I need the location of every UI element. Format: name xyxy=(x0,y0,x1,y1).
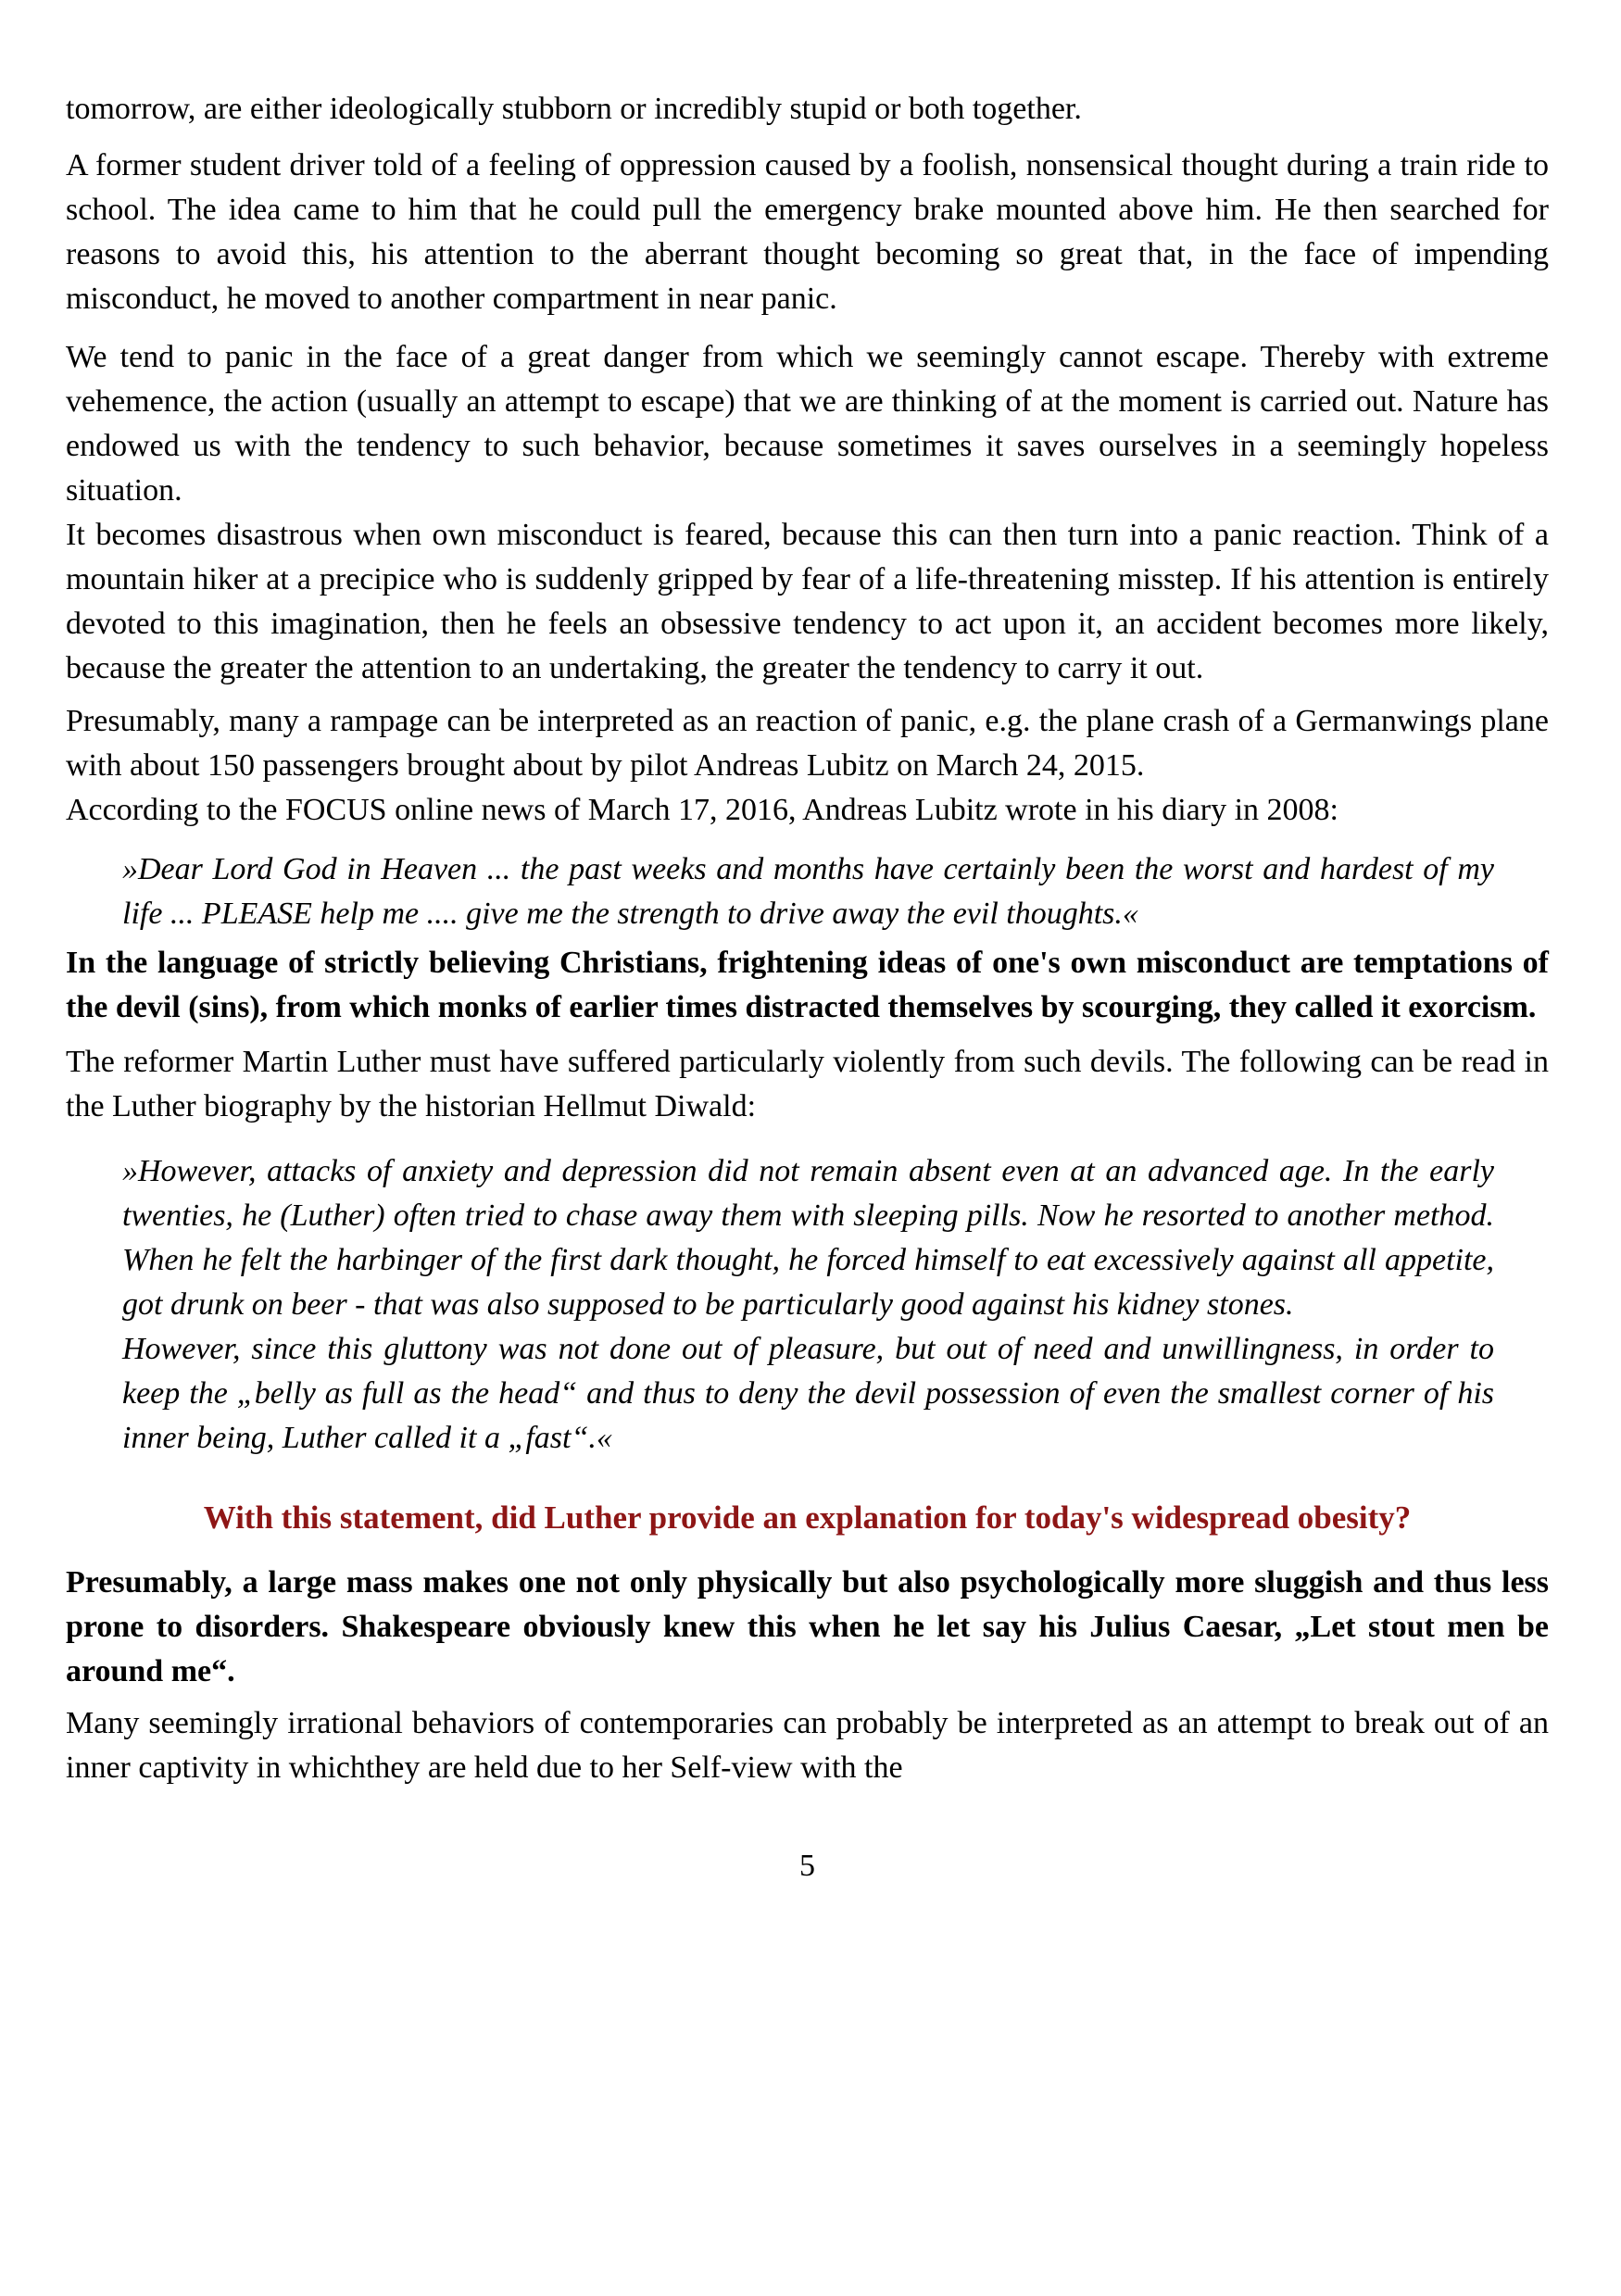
luther-biography-quote-block xyxy=(122,1149,1494,1461)
paragraph-christians-bold: In the language of strictly believing Christians, frightening ideas of one's own misconduct are temptations of the devil (sins), from which monks of earlier times distracted themselves by scourging, they called it exorcism. xyxy=(66,946,1549,1024)
paragraph-focus-news: According to the FOCUS online news of March 17, 2016, Andreas Lubitz wrote in his diary in 2008: xyxy=(66,793,1338,827)
luther-quote-part-2: However, since this gluttony was not done out of pleasure, but out of need and unwillingness, in order to keep the „belly as full as the head“ and thus to deny the devil possession of even the smallest corner of his inner being, Luther called it a „fast“.« xyxy=(122,1332,1494,1455)
paragraph-student-driver: A former student driver told of a feeling of oppression caused by a foolish, nonsensical thought during a train ride to school. The idea came to him that he could pull the emergency brake mounted above him. He then searched for reasons to avoid this, his attention to the aberrant thought becoming so great that, in the face of impending misconduct, he moved to another compartment in near panic. xyxy=(66,148,1549,316)
diary-quote-text: »Dear Lord God in Heaven ... the past weeks and months have certainly been the worst and hardest of my life ... PLEASE help me .... give me the strength to drive away the evil thoughts.« xyxy=(122,852,1494,931)
obesity-question-heading: With this statement, did Luther provide an explanation for today's widespread obesity? xyxy=(203,1499,1412,1536)
paragraph-continued: tomorrow, are either ideologically stubborn or incredibly stupid or both together. xyxy=(66,92,1082,126)
diary-quote-block xyxy=(122,847,1494,936)
paragraph-martin-luther: The reformer Martin Luther must have suffered particularly violently from such devils. The following can be read in the Luther biography by the historian Hellmut Diwald: xyxy=(66,1045,1549,1123)
paragraph-mountain-hiker: It becomes disastrous when own misconduct is feared, because this can then turn into a panic reaction. Think of a mountain hiker at a precipice who is suddenly gripped by fear of a life-threatening misstep. If his attention is entirely devoted to this imagination, then he feels an obsessive tendency to act upon it, an accident becomes more likely, because the greater the attention to an undertaking, the greater the tendency to carry it out. xyxy=(66,518,1549,685)
paragraph-shakespeare-bold: Presumably, a large mass makes one not only physically but also psychologically more sluggish and thus less prone to disorders. Shakespeare obviously knew this when he let say his Julius Caesar, „Let stout men be around me“. xyxy=(66,1565,1549,1688)
luther-quote-part-1: »However, attacks of anxiety and depression did not remain absent even at an advanced age. In the early twenties, he (Luther) often tried to chase away them with sleeping pills. Now he resorted to another method. When he felt the harbinger of the first dark thought, he forced himself to eat excessively against all appetite, got drunk on beer - that was also supposed to be particularly good against his kidney stones. xyxy=(122,1154,1494,1322)
page-number: 5 xyxy=(799,1849,815,1883)
paragraph-germanwings: Presumably, many a rampage can be interpreted as an reaction of panic, e.g. the plane crash of a Germanwings plane with about 150 passengers brought about by pilot Andreas Lubitz on March 24, 2015. xyxy=(66,704,1549,783)
paragraph-panic-escape: We tend to panic in the face of a great danger from which we seemingly cannot escape. Thereby with extreme vehemence, the action (usually an attempt to escape) that we are thinking of at the moment is carried out. Nature has endowed us with the tendency to such behavior, because sometimes it saves ourselves in a seemingly hopeless situation. xyxy=(66,340,1549,508)
paragraph-irrational-behaviors: Many seemingly irrational behaviors of contemporaries can probably be interpreted as an attempt to break out of an inner captivity in whichthey are held due to her Self-view with the xyxy=(66,1706,1549,1785)
